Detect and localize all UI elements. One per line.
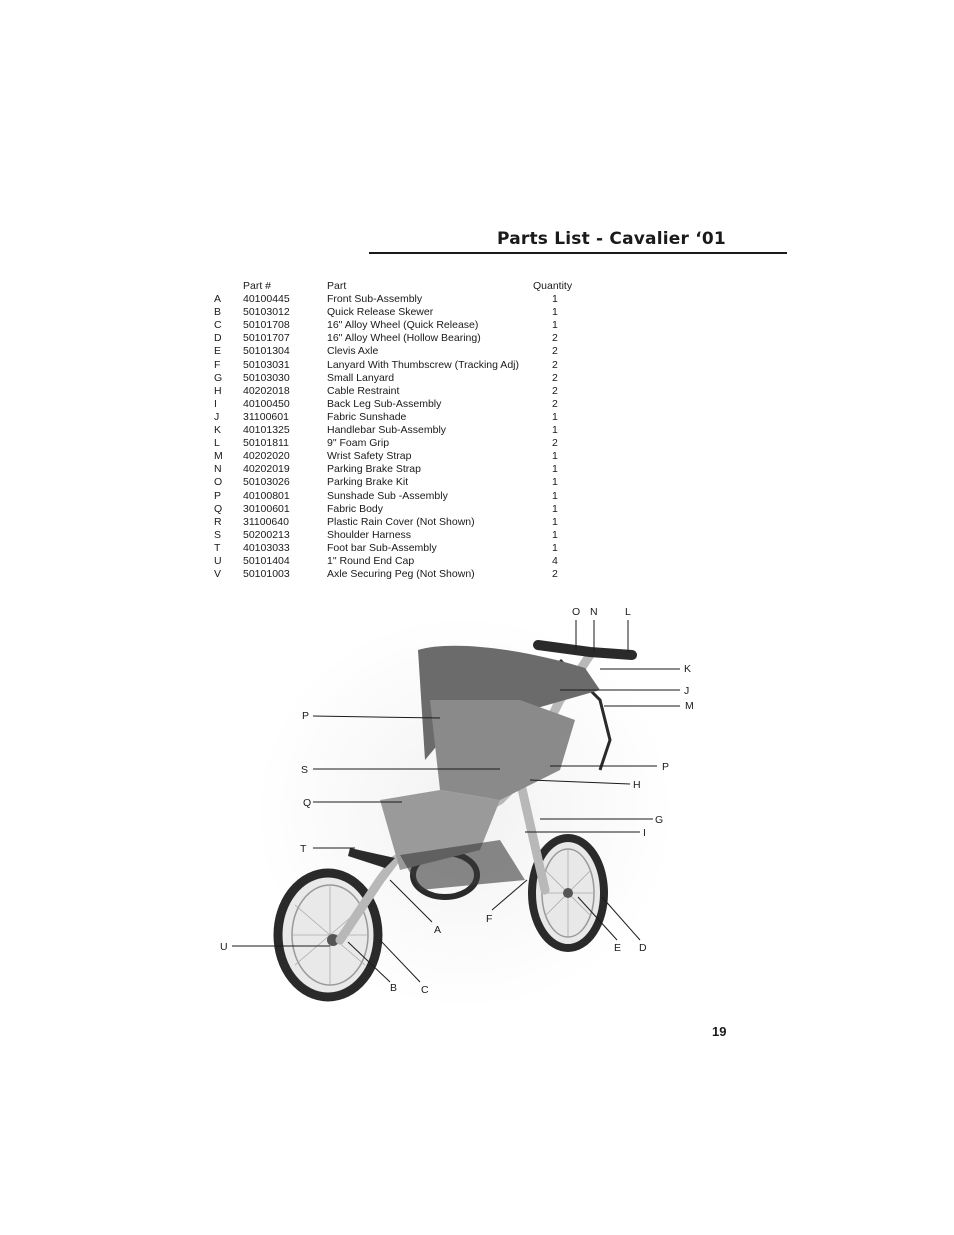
row-letter: P [214,490,222,502]
row-part-number: 40103033 [243,542,290,554]
row-quantity: 2 [552,398,558,410]
row-part-name: Small Lanyard [327,372,395,384]
callout-p-right: P [662,761,670,773]
row-part-name: Shoulder Harness [327,529,412,541]
row-letter: L [214,437,220,449]
row-quantity: 2 [552,385,558,397]
row-part-number: 40101325 [243,424,290,436]
row-letter: D [214,332,222,344]
row-letter: K [214,424,222,436]
row-letter: A [214,293,222,305]
row-quantity: 1 [552,529,558,541]
row-quantity: 1 [552,503,558,515]
callout-j: J [684,685,690,697]
callout-s: S [301,764,309,776]
row-quantity: 1 [552,319,558,331]
row-letter: Q [214,503,223,515]
row-part-number: 40202018 [243,385,290,397]
row-quantity: 1 [552,306,558,318]
row-letter: N [214,463,222,475]
callout-n: N [590,606,598,618]
callout-c: C [421,984,429,996]
page-number: 19 [712,1024,727,1039]
row-quantity: 1 [552,424,558,436]
row-part-name: Wrist Safety Strap [327,450,412,462]
row-letter: O [214,476,223,488]
row-part-number: 50101304 [243,345,290,357]
callout-d: D [639,942,647,954]
row-part-name: Cable Restraint [327,385,400,397]
row-quantity: 2 [552,372,558,384]
row-part-name: Clevis Axle [327,345,379,357]
row-part-number: 50101404 [243,555,290,567]
row-part-name: Fabric Body [327,503,384,515]
row-part-name: Foot bar Sub-Assembly [327,542,437,554]
row-part-number: 40202020 [243,450,290,462]
callout-f: F [486,913,493,925]
row-letter: F [214,359,221,371]
row-part-number: 40100801 [243,490,290,502]
row-part-name: 16" Alloy Wheel (Quick Release) [327,319,479,331]
row-part-name: Parking Brake Kit [327,476,409,488]
row-quantity: 1 [552,490,558,502]
header-part: Part [327,280,347,292]
header-quantity: Quantity [533,280,573,292]
row-part-name: Back Leg Sub-Assembly [327,398,442,410]
callout-g: G [655,814,664,826]
row-part-number: 40202019 [243,463,290,475]
row-letter: R [214,516,222,528]
row-quantity: 4 [552,555,558,567]
row-quantity: 1 [552,450,558,462]
row-letter: B [214,306,222,318]
row-quantity: 1 [552,463,558,475]
row-quantity: 2 [552,332,558,344]
page-title: Parts List - Cavalier ‘01 [497,229,726,249]
callout-h: H [633,779,641,791]
row-part-name: 9" Foam Grip [327,437,390,449]
row-quantity: 1 [552,411,558,423]
row-part-number: 31100640 [243,516,289,528]
row-letter: H [214,385,222,397]
row-letter: M [214,450,223,462]
row-part-number: 50101811 [243,437,289,449]
row-quantity: 2 [552,568,558,580]
callout-q: Q [303,797,312,809]
callout-l: L [625,606,631,618]
row-quantity: 1 [552,542,558,554]
callout-b: B [390,982,398,994]
row-quantity: 2 [552,345,558,357]
row-part-name: 1" Round End Cap [327,555,415,567]
row-letter: E [214,345,222,357]
row-part-name: Fabric Sunshade [327,411,407,423]
callout-u: U [220,941,228,953]
header-part-number: Part # [243,280,272,292]
callout-k: K [684,663,692,675]
row-letter: J [214,411,220,423]
row-quantity: 1 [552,516,558,528]
row-quantity: 2 [552,359,558,371]
row-part-name: Front Sub-Assembly [327,293,423,305]
row-letter: I [214,398,217,410]
row-part-name: Quick Release Skewer [327,306,434,318]
row-part-name: Axle Securing Peg (Not Shown) [327,568,475,580]
row-quantity: 1 [552,293,558,305]
row-part-number: 40100445 [243,293,290,305]
callout-t: T [300,843,307,855]
row-part-number: 31100601 [243,411,289,423]
row-part-name: 16" Alloy Wheel (Hollow Bearing) [327,332,481,344]
callout-p-left: P [302,710,310,722]
callout-m: M [685,700,694,712]
row-part-number: 50200213 [243,529,290,541]
row-letter: S [214,529,222,541]
callout-o: O [572,606,581,618]
row-part-name: Sunshade Sub -Assembly [327,490,448,502]
row-letter: V [214,568,222,580]
row-part-number: 50103030 [243,372,290,384]
row-part-number: 50101708 [243,319,290,331]
callout-a: A [434,924,442,936]
row-part-name: Plastic Rain Cover (Not Shown) [327,516,475,528]
front-wheel [278,873,378,997]
row-part-number: 50103026 [243,476,290,488]
row-part-name: Parking Brake Strap [327,463,421,475]
row-part-name: Handlebar Sub-Assembly [327,424,447,436]
row-part-number: 50101707 [243,332,290,344]
row-quantity: 2 [552,437,558,449]
row-letter: C [214,319,222,331]
row-part-name: Lanyard With Thumbscrew (Tracking Adj) [327,359,519,371]
row-letter: T [214,542,221,554]
row-letter: U [214,555,222,567]
row-letter: G [214,372,223,384]
callout-e: E [614,942,622,954]
row-quantity: 1 [552,476,558,488]
row-part-number: 50101003 [243,568,290,580]
row-part-number: 40100450 [243,398,290,410]
row-part-number: 50103031 [243,359,290,371]
row-part-number: 30100601 [243,503,290,515]
callout-i: I [643,827,646,839]
row-part-number: 50103012 [243,306,290,318]
